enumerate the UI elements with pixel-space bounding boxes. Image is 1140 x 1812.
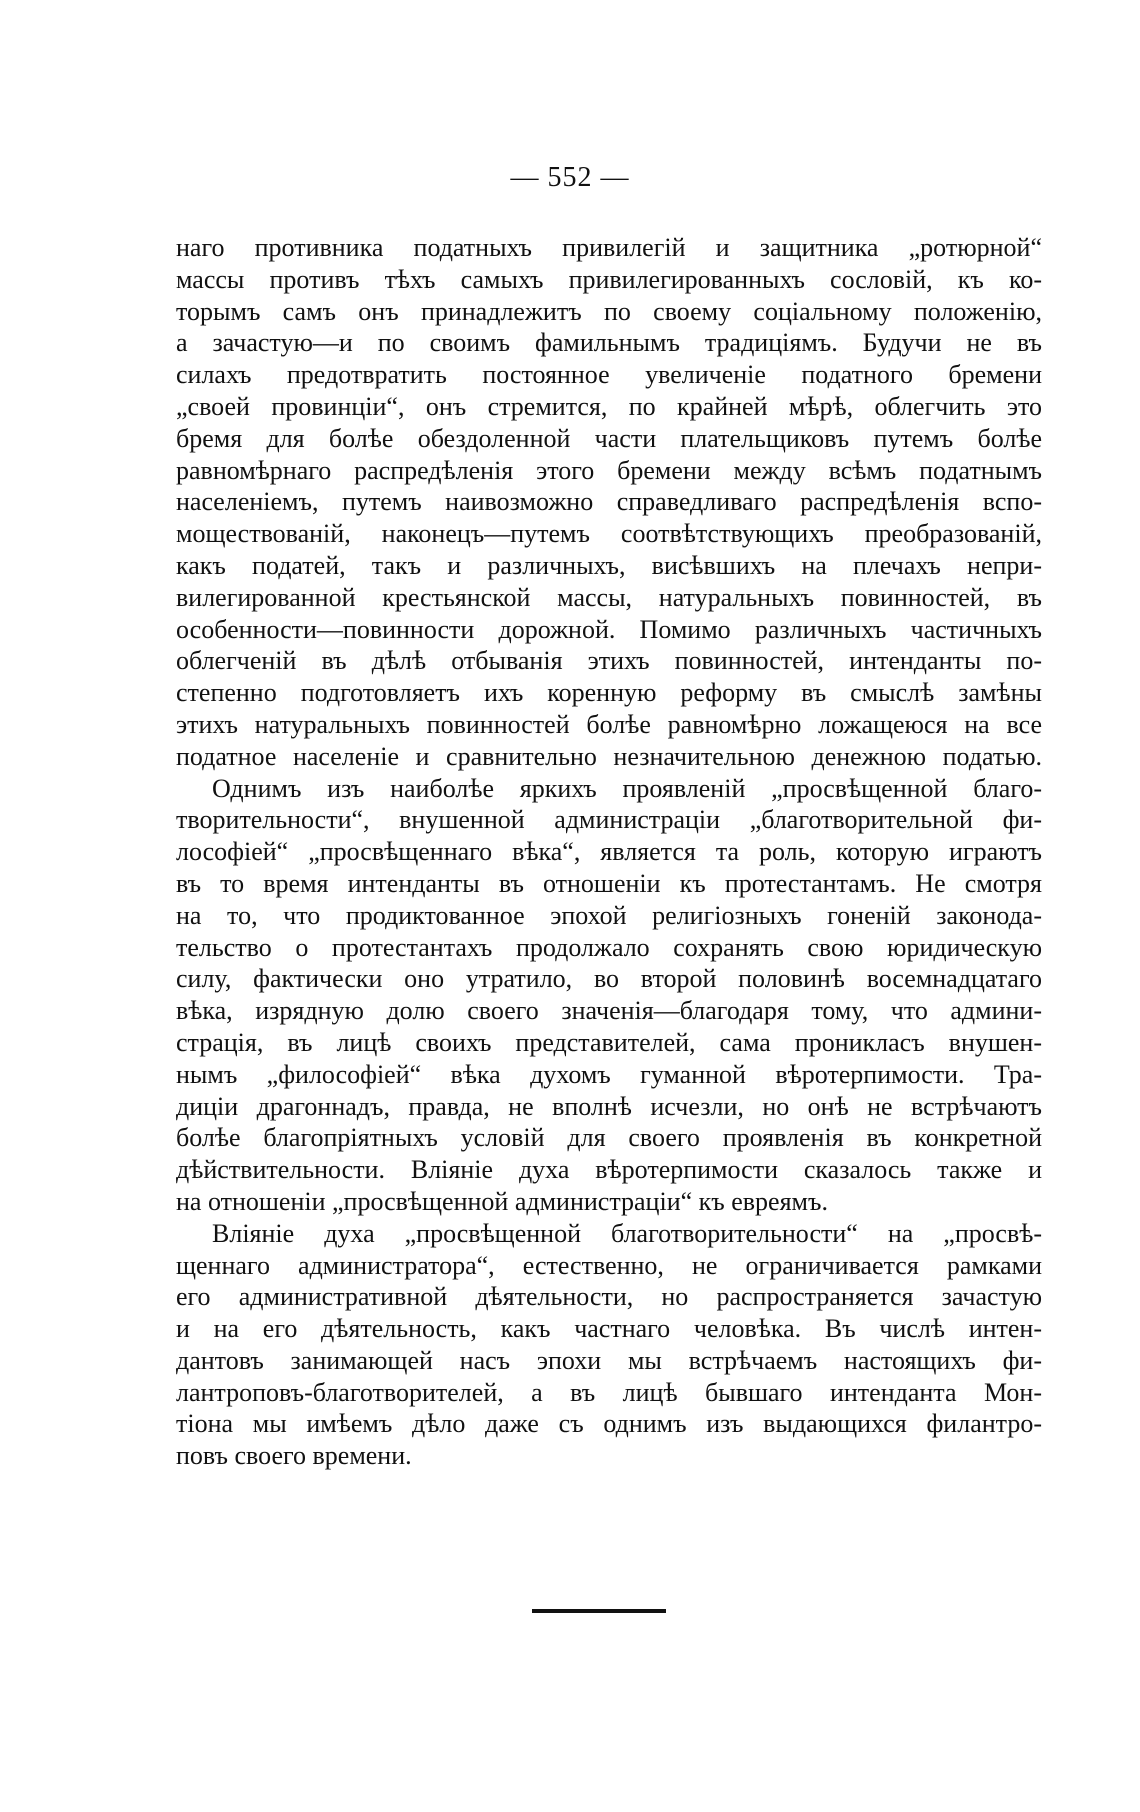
text-line: Вліяніе духа „просвѣщенной благотворительности“ на „просвѣ-: [212, 1218, 1042, 1248]
text-line: Однимъ изъ наиболѣе яркихъ проявленій „просвѣщенной благо-: [212, 773, 1042, 803]
text-line: страція, въ лицѣ своихъ представителей, сама проникласъ внушен-: [176, 1027, 1042, 1057]
text-line: вилегированной крестьянской массы, натуральныхъ повинностей, въ: [176, 582, 1042, 612]
text-line: творительности“, внушенной администраціи „благотворительной фи-: [176, 805, 1042, 835]
paragraph-2: [176, 773, 1042, 1218]
text-line: „своей провинціи“, онъ стремится, по крайней мѣрѣ, облегчить это: [176, 391, 1042, 421]
text-line: торымъ самъ онъ принадлежитъ по своему соціальному положенію,: [176, 296, 1042, 326]
text-line: равномѣрнаго распредѣленія этого бремени между всѣмъ податнымъ: [176, 455, 1042, 485]
end-rule-divider: [532, 1609, 666, 1613]
text-line: нымъ „философіей“ вѣка духомъ гуманной вѣротерпимости. Тра-: [176, 1059, 1042, 1089]
text-line: его административной дѣятельности, но распространяется зачастую: [176, 1282, 1042, 1312]
text-line: податное населеніе и сравнительно незначительною денежною податью.: [176, 741, 1042, 771]
text-line: тельство о протестантахъ продолжало сохранять свою юридическую: [176, 932, 1042, 962]
paragraph-1: [176, 232, 1042, 773]
text-line: степенно подготовляетъ ихъ коренную реформу въ смыслѣ замѣны: [176, 678, 1042, 708]
text-line: населеніемъ, путемъ наивозможно справедливаго распредѣленія вспо-: [176, 487, 1042, 517]
text-line: облегченій въ дѣлѣ отбыванія этихъ повинностей, интенданты по-: [176, 646, 1042, 676]
text-line: силу, фактически оно утратило, во второй половинѣ восемнадцатаго: [176, 964, 1042, 994]
text-line: повъ своего времени.: [176, 1441, 412, 1471]
text-line: этихъ натуральныхъ повинностей болѣе равномѣрно ложащеюся на все: [176, 709, 1042, 739]
text-line: а зачастую—и по своимъ фамильнымъ традиціямъ. Будучи не въ: [176, 328, 1042, 358]
body-text: [176, 232, 1042, 1472]
text-line: болѣе благопріятныхъ условій для своего проявленія въ конкретной: [176, 1123, 1042, 1153]
text-line: массы противъ тѣхъ самыхъ привилегированныхъ сословій, къ ко-: [176, 264, 1042, 294]
text-line: и на его дѣятельность, какъ частнаго человѣка. Въ числѣ интен-: [176, 1314, 1042, 1344]
text-line: въ то время интенданты въ отношеніи къ протестантамъ. Не смотря: [176, 868, 1042, 898]
text-line: мoществованій, наконецъ—путемъ соотвѣтствующихъ преобразованій,: [176, 519, 1042, 549]
page-number: — 552 —: [510, 162, 630, 193]
text-line: наго противника податныхъ привилегій и защитника „ротюрной“: [176, 233, 1042, 262]
text-line: силахъ предотвратить постоянное увеличеніе податного бремени: [176, 360, 1042, 390]
text-line: дантовъ занимающей насъ эпохи мы встрѣчаемъ настоящихъ фи-: [176, 1345, 1042, 1375]
text-line: какъ податей, такъ и различныхъ, висѣвшихъ на плечахъ непри-: [176, 550, 1042, 580]
text-line: на то, что продиктованное эпохой религіозныхъ гоненій законода-: [176, 900, 1042, 930]
text-line: дѣйствительности. Вліяніе духа вѣротерпимости сказалось также и: [176, 1155, 1042, 1185]
text-line: особенности—повинности дорожной. Помимо различныхъ частичныхъ: [176, 614, 1042, 644]
text-line: лософіей“ „просвѣщеннаго вѣка“, является та роль, которую играютъ: [176, 837, 1042, 867]
text-line: на отношеніи „просвѣщенной администраціи“ къ евреямъ.: [176, 1186, 828, 1216]
text-line: щеннаго администратора“, естественно, не ограничивается рамками: [176, 1250, 1042, 1280]
text-line: диціи драгоннадъ, правда, не вполнѣ исчезли, но онѣ не встрѣчаютъ: [176, 1091, 1042, 1121]
text-line: вѣка, изрядную долю своего значенія—благодаря тому, что админи-: [176, 996, 1042, 1026]
text-line: тіона мы имѣемъ дѣло даже съ однимъ изъ выдающихся филантро-: [176, 1409, 1042, 1439]
text-line: лантроповъ-благотворителей, а въ лицѣ бывшаго интенданта Мон-: [176, 1377, 1042, 1407]
paragraph-3: [176, 1218, 1042, 1472]
text-line: бремя для болѣе обездоленной части плательщиковъ путемъ болѣе: [176, 423, 1042, 453]
